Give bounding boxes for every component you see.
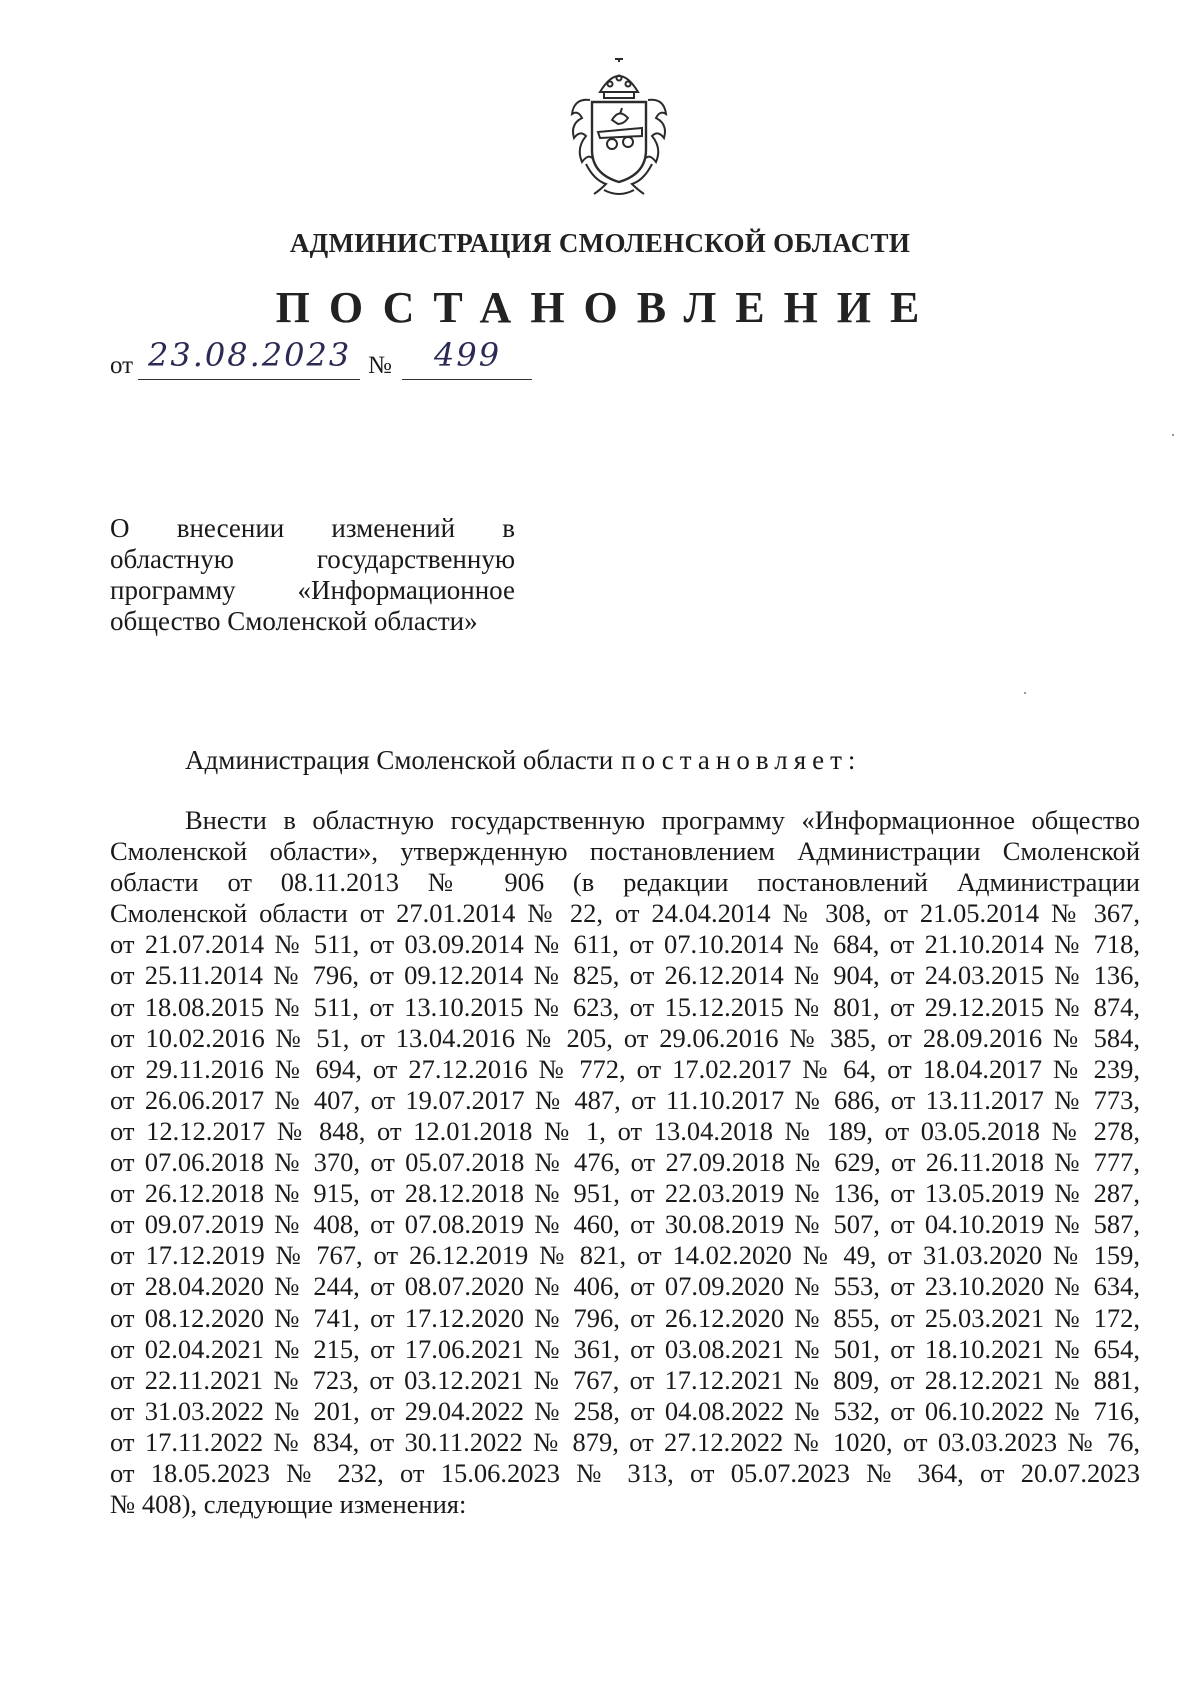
body-line: от 09.07.2019 № 408, от 07.08.2019 № 460, от 30.08.2019 № 507, от 04.10.2019 № 587, — [110, 1209, 1140, 1240]
body-line: Внести в областную государственную программу «Информационное общество — [185, 805, 1140, 835]
number-handwritten: 499 — [434, 336, 502, 374]
document-subject — [110, 513, 515, 637]
document-body — [110, 805, 1140, 1520]
body-line: от 26.12.2018 № 915, от 28.12.2018 № 951, от 22.03.2019 № 136, от 13.05.2019 № 287, — [110, 1178, 1140, 1209]
document-type-title: ПОСТАНОВЛЕНИЕ — [275, 283, 939, 332]
subject-line: общество Смоленской области» — [110, 606, 478, 636]
number-underline — [402, 379, 532, 380]
date-handwritten: 23.08.2023 — [148, 336, 352, 374]
body-line: от 18.05.2023 № 232, от 15.06.2023 № 313, от 05.07.2023 № 364, от 20.07.2023 — [110, 1457, 1140, 1488]
body-line: от 21.07.2014 № 511, от 03.09.2014 № 611, от 07.10.2014 № 684, от 21.10.2014 № 718, — [110, 929, 1140, 960]
body-line: от 26.06.2017 № 407, от 19.07.2017 № 487, от 11.10.2017 № 686, от 13.11.2017 № 773, — [110, 1084, 1140, 1115]
organization-name: АДМИНИСТРАЦИЯ СМОЛЕНСКОЙ ОБЛАСТИ — [289, 228, 911, 258]
number-label: № — [368, 352, 392, 379]
decree-statement — [185, 745, 861, 776]
body-line: Смоленской области от 27.01.2014 № 22, от 24.04.2014 № 308, от 21.05.2014 № 367, — [110, 898, 1140, 929]
body-line: от 08.12.2020 № 741, от 17.12.2020 № 796, от 26.12.2020 № 855, от 25.03.2021 № 172, — [110, 1302, 1140, 1333]
subject-line: программу «Информационное — [110, 575, 515, 605]
body-line: от 22.11.2021 № 723, от 03.12.2021 № 767, от 17.12.2021 № 809, от 28.12.2021 № 881, — [110, 1364, 1140, 1395]
body-line: № 408), следующие изменения: — [110, 1489, 467, 1520]
body-line: от 07.06.2018 № 370, от 05.07.2018 № 476, от 27.09.2018 № 629, от 26.11.2018 № 777, — [110, 1147, 1140, 1178]
body-line: от 28.04.2020 № 244, от 08.07.2020 № 406, от 07.09.2020 № 553, от 23.10.2020 № 634, — [110, 1271, 1140, 1302]
decree-verb: постановляет: — [621, 745, 862, 775]
body-line: Смоленской области», утвержденную постановлением Администрации Смоленской — [110, 836, 1140, 867]
date-label: от — [110, 352, 134, 379]
body-line: от 12.12.2017 № 848, от 12.01.2018 № 1, от 13.04.2018 № 189, от 03.05.2018 № 278, — [110, 1115, 1140, 1146]
smolensk-coat-of-arms-icon — [560, 58, 678, 198]
date-underline — [138, 379, 360, 380]
body-line: от 17.12.2019 № 767, от 26.12.2019 № 821, от 14.02.2020 № 49, от 31.03.2020 № 159, — [110, 1240, 1140, 1271]
scan-speck — [1024, 692, 1026, 694]
body-line: от 10.02.2016 № 51, от 13.04.2016 № 205, от 29.06.2016 № 385, от 28.09.2016 № 584, — [110, 1022, 1140, 1053]
body-line: от 18.08.2015 № 511, от 13.10.2015 № 623, от 15.12.2015 № 801, от 29.12.2015 № 874, — [110, 991, 1140, 1022]
scan-speck — [1172, 434, 1174, 436]
body-line: от 29.11.2016 № 694, от 27.12.2016 № 772, от 17.02.2017 № 64, от 18.04.2017 № 239, — [110, 1053, 1140, 1084]
body-line: области от 08.11.2013 № 906 (в редакции постановлений Администрации — [110, 867, 1140, 898]
subject-line: О внесении изменений в — [110, 513, 515, 543]
body-line: от 25.11.2014 № 796, от 09.12.2014 № 825, от 26.12.2014 № 904, от 24.03.2015 № 136, — [110, 960, 1140, 991]
decree-issuer: Администрация Смоленской области — [185, 745, 614, 775]
body-line: от 31.03.2022 № 201, от 29.04.2022 № 258, от 04.08.2022 № 532, от 06.10.2022 № 716, — [110, 1395, 1140, 1426]
body-line: от 17.11.2022 № 834, от 30.11.2022 № 879, от 27.12.2022 № 1020, от 03.03.2023 № 76, — [110, 1426, 1140, 1457]
body-line: от 02.04.2021 № 215, от 17.06.2021 № 361, от 03.08.2021 № 501, от 18.10.2021 № 654, — [110, 1333, 1140, 1364]
subject-line: областную государственную — [110, 544, 515, 574]
